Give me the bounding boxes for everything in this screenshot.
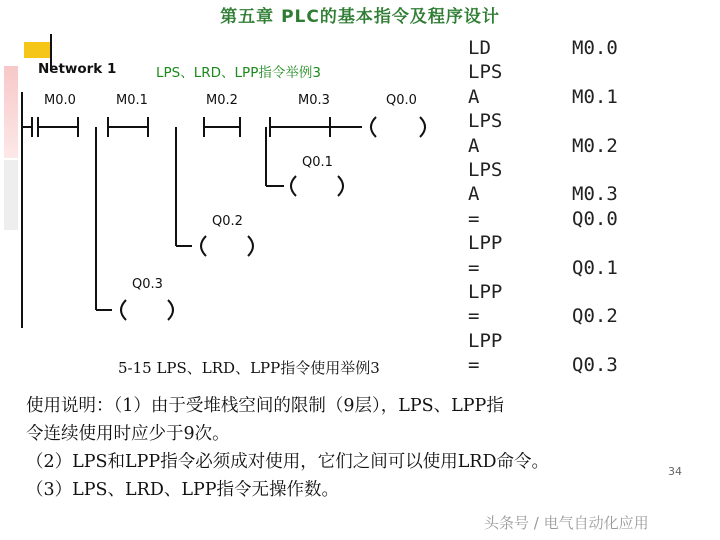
- coil-label-q03: Q0.3: [132, 277, 163, 292]
- usage-line: 令连续使用时应少于9次。: [26, 424, 230, 444]
- coil-q00-left: [371, 117, 376, 137]
- stl-op: A: [468, 183, 480, 206]
- usage-line: 使用说明：（1）由于受堆栈空间的限制（9层），LPS、LPP指: [26, 396, 504, 416]
- stl-arg: Q0.2: [572, 305, 618, 328]
- stl-op: A: [468, 134, 480, 157]
- stl-op: LPP: [468, 329, 503, 352]
- stl-row: [468, 60, 658, 84]
- usage-line: （2）LPS和LPP指令必须成对使用，它们之间可以使用LRD命令。: [26, 452, 550, 472]
- coil-q01-right: [338, 176, 343, 196]
- figure-caption: 5-15 LPS、LRD、LPP指令使用举例3: [118, 359, 380, 377]
- contact-label-m02: M0.2: [206, 93, 238, 108]
- stl-row: [468, 85, 658, 109]
- stl-arg: Q0.0: [572, 207, 618, 230]
- slide-title: 第五章 PLC的基本指令及程序设计: [220, 7, 500, 27]
- stl-arg: M0.3: [572, 183, 618, 206]
- ladder-diagram: [0, 0, 470, 350]
- stl-row: [468, 158, 658, 182]
- stl-op: =: [468, 354, 480, 377]
- stl-op: =: [468, 256, 480, 279]
- stl-op: LD: [468, 37, 491, 59]
- usage-notes: [26, 392, 696, 504]
- stl-row: [468, 182, 658, 206]
- stl-row: [468, 304, 658, 328]
- contact-label-m01: M0.1: [116, 93, 148, 108]
- stl-op: LPP: [468, 280, 503, 303]
- stl-row: [468, 134, 658, 158]
- coil-q00-right: [420, 117, 425, 137]
- coil-q03-left: [121, 300, 126, 320]
- network-label: Network 1: [38, 61, 117, 77]
- stl-op: A: [468, 85, 480, 108]
- stl-row: [468, 329, 658, 353]
- stl-arg: M0.2: [572, 134, 618, 157]
- contact-label-m00: M0.0: [44, 93, 76, 108]
- stl-arg: M0.0: [572, 37, 618, 59]
- stl-row: [468, 36, 658, 60]
- coil-q01-left: [291, 176, 296, 196]
- stl-row: [468, 256, 658, 280]
- coil-q03-right: [168, 300, 173, 320]
- network-subtitle: LPS、LRD、LPP指令举例3: [156, 65, 321, 81]
- stl-op: =: [468, 207, 480, 230]
- stl-row: [468, 280, 658, 304]
- stl-op: LPS: [468, 158, 503, 181]
- contact-label-m03: M0.3: [298, 93, 330, 108]
- stl-op: =: [468, 305, 480, 328]
- stl-row: [468, 109, 658, 133]
- usage-line: （3）LPS、LRD、LPP指令无操作数。: [26, 480, 340, 500]
- stl-arg: Q0.3: [572, 354, 618, 377]
- stl-op: LPP: [468, 232, 503, 255]
- coil-label-q01: Q0.1: [302, 155, 333, 170]
- coil-q02-right: [248, 236, 253, 256]
- stl-op: LPS: [468, 61, 503, 84]
- stl-row: [468, 231, 658, 255]
- stl-arg: M0.1: [572, 85, 618, 108]
- stl-arg: Q0.1: [572, 256, 618, 279]
- watermark: 头条号 / 电气自动化应用: [484, 514, 649, 532]
- stl-listing: [468, 36, 658, 377]
- stl-row: [468, 207, 658, 231]
- stl-op: LPS: [468, 110, 503, 133]
- coil-label-q00: Q0.0: [386, 93, 417, 108]
- coil-label-q02: Q0.2: [212, 214, 243, 229]
- stl-row: [468, 353, 658, 377]
- page-number: 34: [668, 465, 682, 478]
- coil-q02-left: [201, 236, 206, 256]
